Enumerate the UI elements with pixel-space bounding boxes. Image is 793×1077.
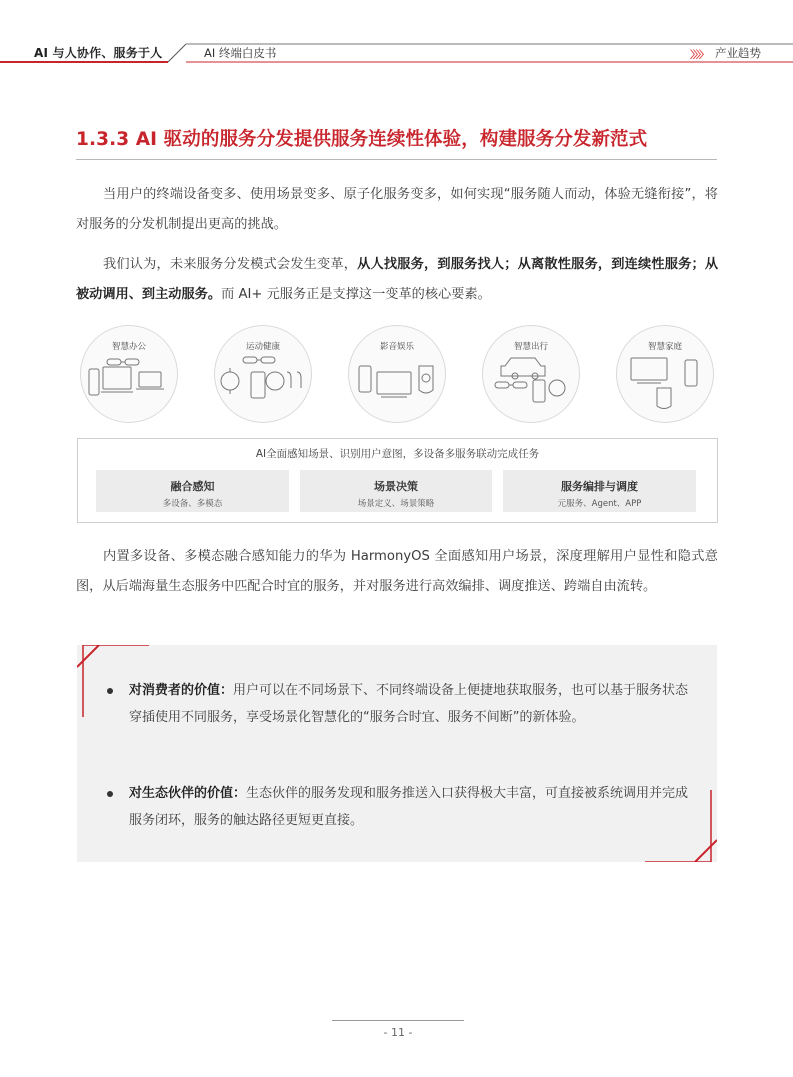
page-number: - 11 - [383, 1026, 413, 1039]
scene-label: 运动健康 [245, 342, 280, 352]
bullet-text: 用户可以在不同场景下、不同终端设备上便捷地获取服务，也可以基于服务状态穿插使用不同服务，享受场景化智慧化的“服务合时宜、服务不间断”的新体验。 [129, 683, 689, 725]
cell-service-orchestration [503, 470, 696, 512]
health-devices-icon [215, 326, 311, 422]
scene-label: 智慧出行 [513, 342, 548, 352]
bullet-label: 对消费者的价值： [129, 683, 234, 698]
cell-title: 场景决策 [374, 480, 418, 493]
header-chapter-label: 产业趋势 [715, 46, 761, 60]
scene-travel [482, 325, 580, 423]
header-chapter [690, 45, 761, 61]
scene-label: 影音娱乐 [379, 342, 414, 352]
cell-subtitle: 场景定义、场景策略 [357, 499, 435, 509]
scene-health [214, 325, 312, 423]
bullet-partner-value [107, 780, 697, 834]
bullet-consumer-value [107, 677, 697, 731]
page-header [0, 0, 793, 66]
header-document-title: AI 终端白皮书 [204, 46, 277, 60]
cell-fusion-perception [96, 470, 289, 512]
bullet-label: 对生态伙伴的价值： [129, 786, 247, 801]
cell-title: 服务编排与调度 [561, 480, 638, 493]
cell-subtitle: 元服务、Agent、APP [557, 499, 642, 509]
values-card [77, 645, 717, 862]
cell-subtitle: 多设备、多模态 [162, 499, 223, 509]
bullet-dot-icon [107, 688, 113, 694]
section-title: 1.3.3 AI 驱动的服务分发提供服务连续性体验，构建服务分发新范式 [76, 129, 648, 150]
paragraph-intro: 当用户的终端设备变多、使用场景变多、原子化服务变多，如何实现“服务随人而动，体验无缝衔接”，将对服务的分发机制提出更高的挑战。 [76, 187, 718, 232]
paragraph-viewpoint-tail: 而 AI+ 元服务正是支撑这一变革的核心要素。 [221, 287, 491, 302]
capability-diagram [77, 438, 718, 523]
paragraph-viewpoint-emphasis: 从人找服务，到服务找人；从离散性服务，到连续性服务；从被动调用、到主动服务。 [76, 257, 719, 302]
cell-title: 融合感知 [170, 480, 215, 493]
header-report-series: AI 与人协作、服务于人 [34, 46, 163, 60]
diagram-title: AI全面感知场景、识别用户意图，多设备多服务联动完成任务 [255, 448, 540, 460]
footer-divider [332, 1020, 464, 1021]
scene-home [616, 325, 714, 423]
bullet-dot-icon [107, 791, 113, 797]
title-divider [76, 159, 717, 160]
home-devices-icon [617, 326, 713, 422]
scene-label: 智慧家庭 [647, 342, 682, 352]
paragraph-harmonyos: 内置多设备、多模态融合感知能力的华为 HarmonyOS 全面感知用户场景，深度理解用户显性和隐式意图，从后端海量生态服务中匹配合时宜的服务，并对服务进行高效编排、调度推送、跨端自由流转。 [76, 549, 718, 594]
paragraph-viewpoint [76, 250, 718, 310]
travel-devices-icon [483, 326, 579, 422]
scene-office [80, 325, 178, 423]
cell-scene-decision [300, 470, 492, 512]
bullet-text: 生态伙伴的服务发现和服务推送入口获得极大丰富，可直接被系统调用并完成服务闭环，服务的触达路径更短更直接。 [129, 786, 689, 828]
scene-entertainment [348, 325, 446, 423]
paragraph-viewpoint-lead: 我们认为，未来服务分发模式会发生变革， [103, 257, 358, 272]
scene-circles [76, 325, 718, 425]
entertainment-devices-icon [349, 326, 445, 422]
office-devices-icon [81, 326, 177, 422]
scene-label: 智慧办公 [111, 342, 146, 352]
chevrons-icon: 〉〉〉〉 [690, 49, 707, 61]
